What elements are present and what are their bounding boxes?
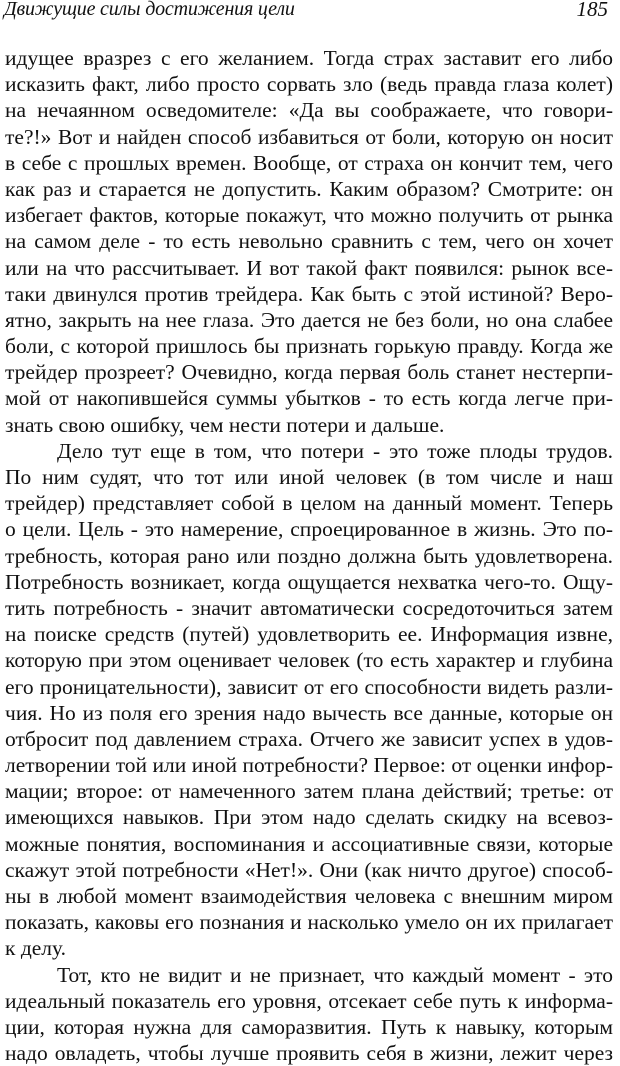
text-line: скажут этой потребности «Нет!». Они (как ничто другое) способ- xyxy=(5,857,613,882)
text-line: ны в любой момент взаимодействия человека с внешним миром xyxy=(5,884,613,908)
text-line: идеальный показатель его уровня, отсекает себе путь к информа- xyxy=(5,988,613,1013)
text-line: избегает фактов, которые покажут, что можно получить от рынка xyxy=(5,203,613,228)
text-line: надо овладеть, чтобы лучше проявить себя в жизни, лежит через xyxy=(5,1041,613,1066)
text-line: имеющихся навыков. При этом надо сделать скидку на всевоз- xyxy=(5,805,613,830)
text-line: на нечаянном осведомителе: «Да вы соображаете, что говори- xyxy=(5,98,613,123)
text-line: По ним судят, что тот или иной человек (в том числе и наш xyxy=(5,465,613,489)
text-line: Потребность возникает, когда ощущается нехватка чего-то. Ощу- xyxy=(5,569,613,594)
text-line: трейдер прозреет? Очевидно, когда первая боль станет нестерпи- xyxy=(5,360,613,385)
running-header xyxy=(4,0,610,30)
text-line: ятно, закрыть на нее глаза. Это дается не без боли, но она слабее xyxy=(5,307,613,332)
text-line: как раз и старается не допустить. Каким образом? Смотрите: он xyxy=(5,176,613,201)
text-line: те?!» Вот и найден способ избавиться от боли, которую он носит xyxy=(5,124,613,149)
text-line: показать, каковы его познания и насколько умело он их прилагает xyxy=(5,910,613,935)
text-line: летворении той или иной потребности? Первое: от оценки инфор- xyxy=(5,753,613,778)
text-line: тить потребность - значит автоматически сосредоточиться затем xyxy=(5,595,613,620)
text-line: Дело тут еще в том, что потери - это тоже плоды трудов. xyxy=(57,438,613,463)
text-line: на поиске средств (путей) удовлетворить ее. Информация извне, xyxy=(5,622,613,647)
text-line: или на что рассчитывает. И вот такой факт появился: рынок все- xyxy=(5,255,613,280)
body-text xyxy=(5,45,613,1066)
text-line: боли, с которой пришлось бы признать горькую правду. Когда же xyxy=(5,334,613,359)
text-line: исказить факт, либо просто сорвать зло (ведь правда глаза колет) xyxy=(5,72,613,97)
paragraph xyxy=(5,438,613,962)
text-line: в себе с прошлых времен. Вообще, от страха он кончит тем, чего xyxy=(5,150,613,175)
text-line: требность, которая рано или поздно должна быть удовлетворена. xyxy=(5,543,613,568)
text-line: его проницательности), зависит от его способности видеть разли- xyxy=(5,674,613,699)
text-line: Тот, кто не видит и не признает, что каждый момент - это xyxy=(57,962,613,987)
text-line: о цели. Цель - это намерение, спроецированное в жизнь. Это по- xyxy=(5,517,613,542)
text-line: которую при этом оценивает человек (то есть характер и глубина xyxy=(5,648,613,673)
text-line: чия. Но из поля его зрения надо вычесть все данные, которые он xyxy=(5,700,613,725)
text-line: мации; второе: от намеченного затем плана действий; третье: от xyxy=(5,779,613,804)
text-line: отбросит под давлением страха. Отчего же зависит успех в удов- xyxy=(5,726,613,751)
paragraph xyxy=(5,962,613,1066)
text-line: знать свою ошибку, чем нести потери и дальше. xyxy=(5,412,445,437)
text-line: к делу. xyxy=(5,936,67,961)
chapter-title: Движущие силы достижения цели xyxy=(4,0,295,20)
text-line: мой от накопившейся суммы убытков - то есть когда легче при- xyxy=(5,386,613,411)
text-line: на самом деле - то есть невольно сравнить с тем, чего он хочет xyxy=(5,229,613,254)
text-line: таки двинулся против трейдера. Как быть с этой истиной? Веро- xyxy=(5,281,613,306)
text-line: можные понятия, воспоминания и ассоциативные связи, которые xyxy=(5,831,613,856)
text-line: идущее вразрез с его желанием. Тогда страх заставит его либо xyxy=(5,46,613,70)
page-number: 185 xyxy=(576,0,608,21)
text-line: ции, которая нужна для саморазвития. Путь к навыку, которым xyxy=(5,1014,613,1039)
paragraph xyxy=(5,45,613,438)
text-line: трейдер) представляет собой в целом на данный момент. Теперь xyxy=(5,491,613,516)
